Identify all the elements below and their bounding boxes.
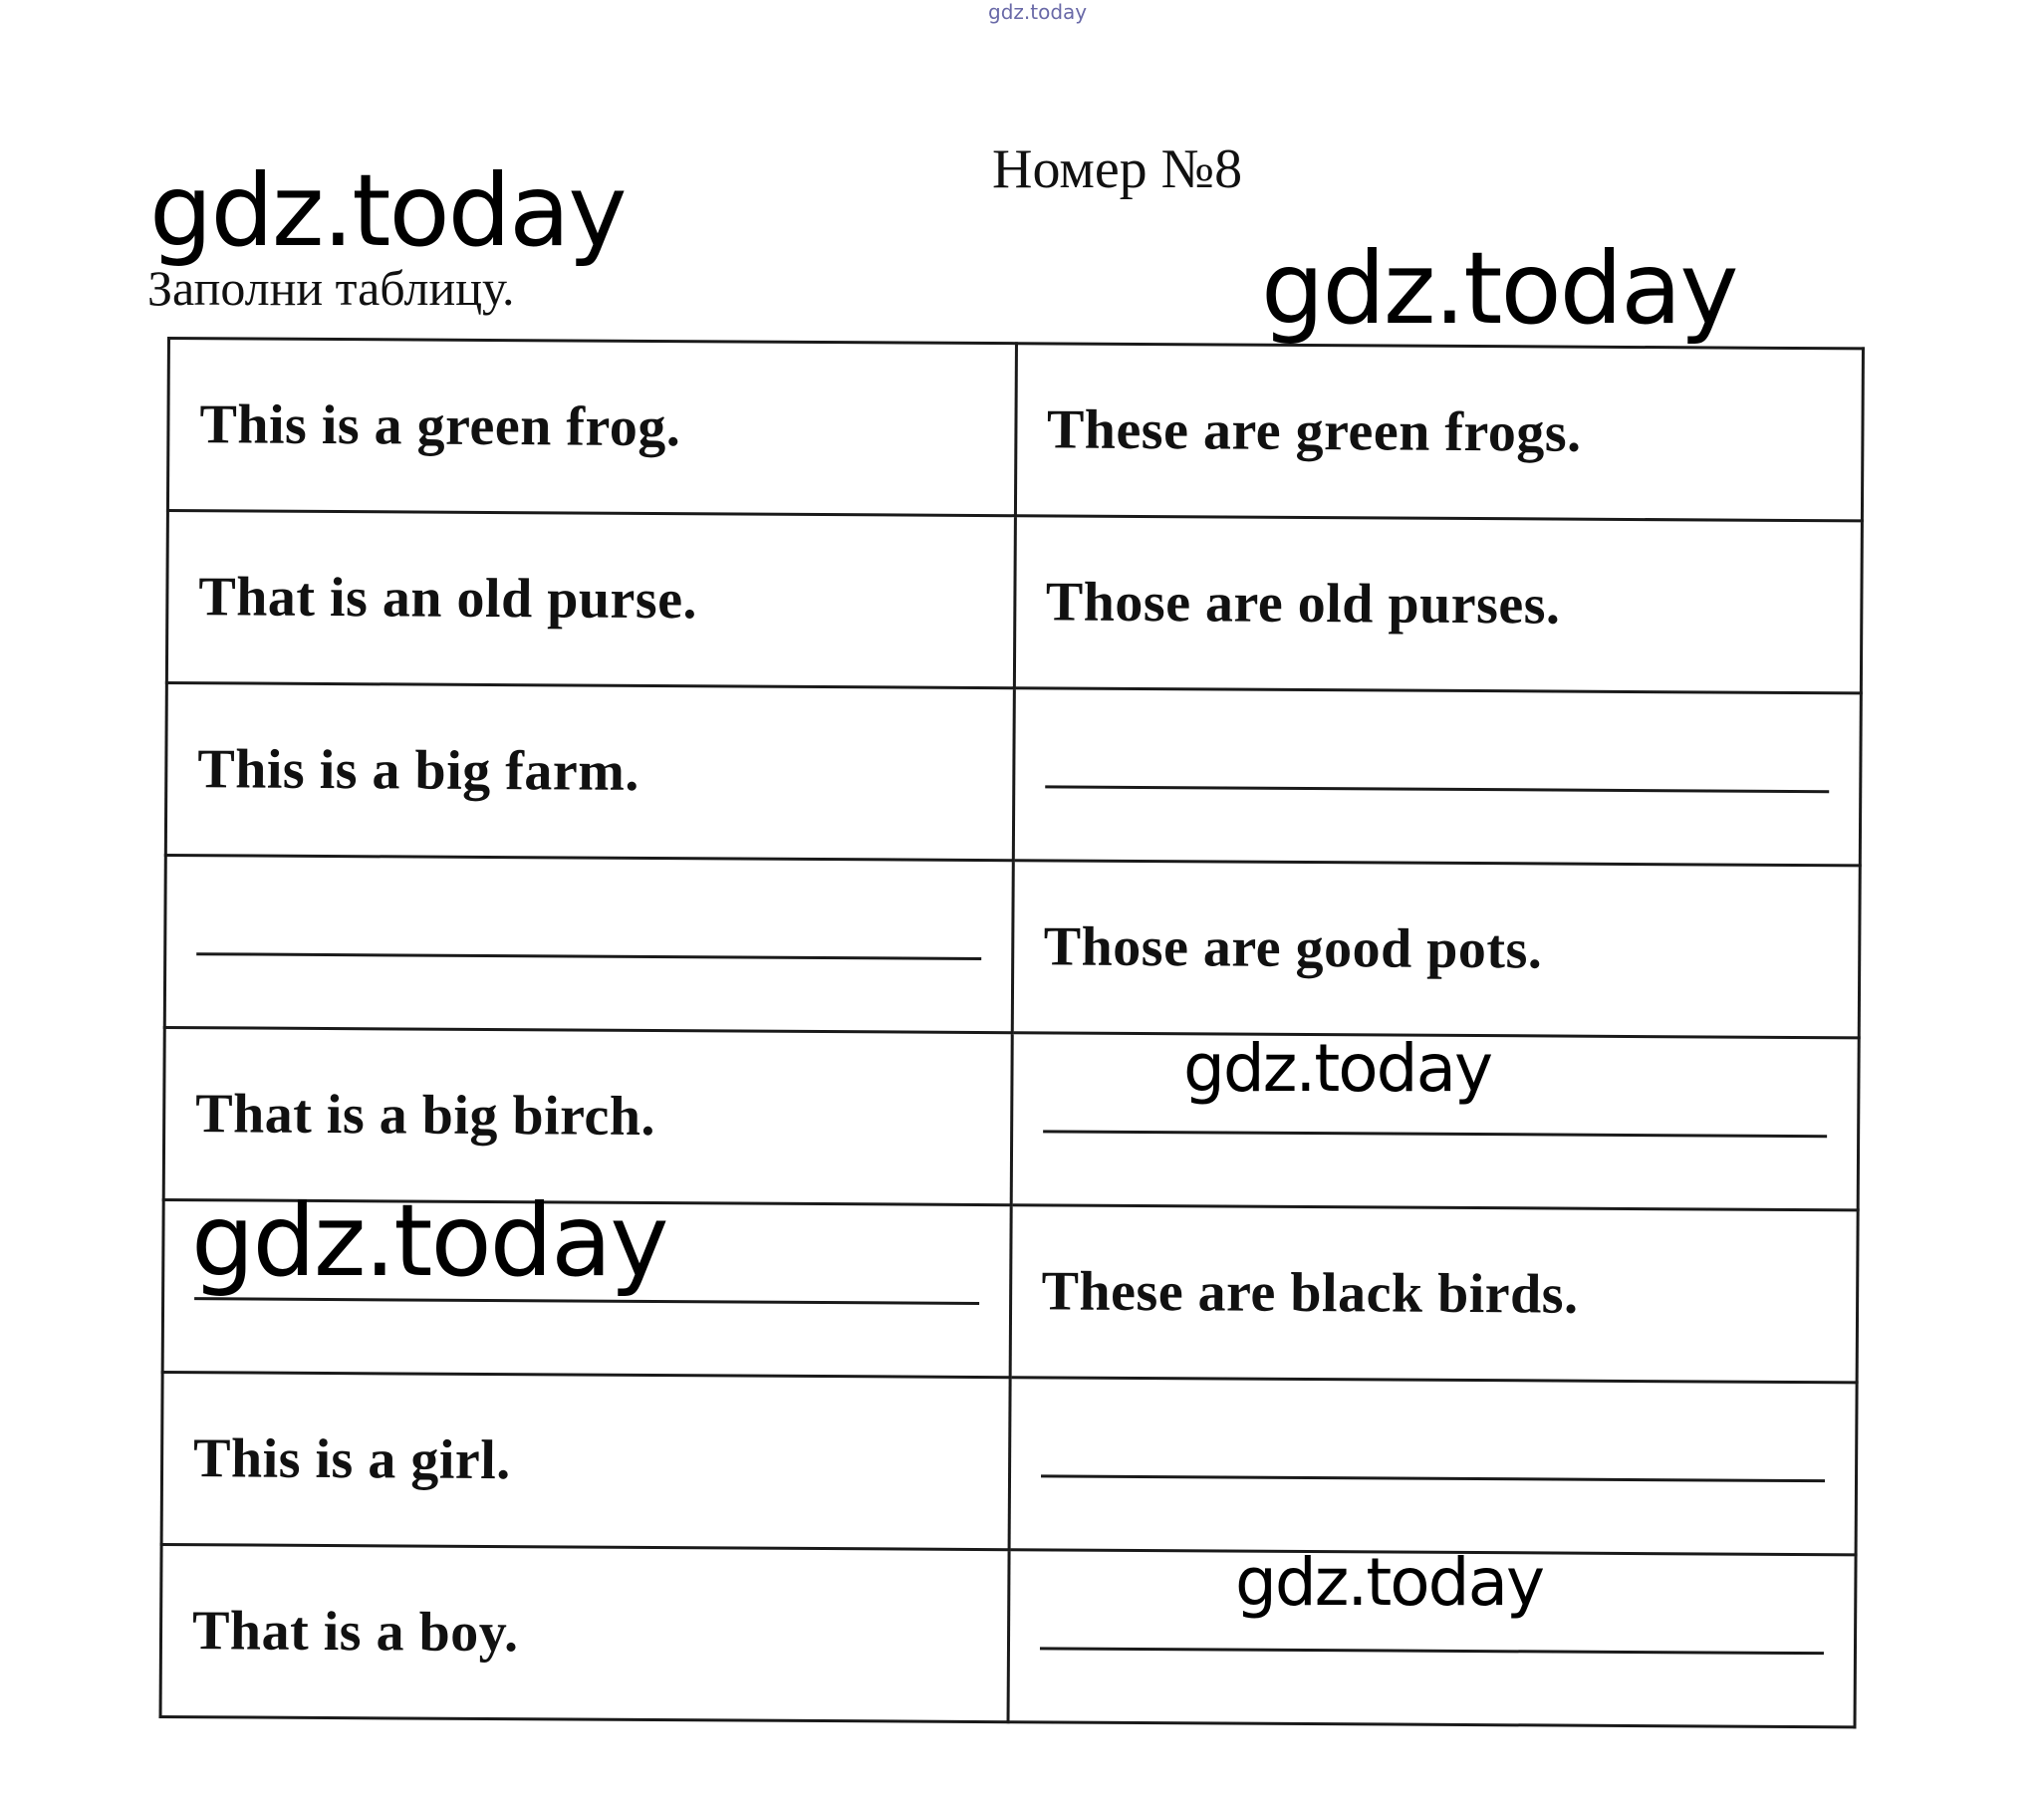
watermark: gdz.today bbox=[1261, 230, 1737, 347]
singular-cell bbox=[161, 1372, 1010, 1549]
plural-cell bbox=[1015, 344, 1864, 521]
instruction-text: Заполни таблицу. bbox=[147, 260, 515, 316]
table-row bbox=[160, 1544, 1856, 1726]
watermark: gdz.today bbox=[1183, 1030, 1492, 1107]
singular-cell bbox=[165, 683, 1014, 861]
singular-cell bbox=[166, 511, 1015, 688]
table-row bbox=[166, 511, 1862, 693]
table-row bbox=[164, 855, 1860, 1037]
plural-sentence: Those are good pots. bbox=[1043, 915, 1543, 981]
singular-sentence: That is a boy. bbox=[191, 1600, 519, 1665]
watermark: gdz.today bbox=[149, 152, 626, 269]
singular-sentence: This is a green frog. bbox=[199, 393, 681, 459]
plural-cell bbox=[1014, 516, 1863, 693]
plural-sentence: These are green frogs. bbox=[1046, 398, 1582, 464]
exercise-table bbox=[159, 337, 1865, 1728]
singular-sentence: That is a big birch. bbox=[195, 1083, 656, 1149]
singular-sentence: That is an old purse. bbox=[198, 566, 698, 632]
answer-blank-line[interactable] bbox=[1045, 785, 1830, 793]
singular-cell bbox=[167, 339, 1016, 516]
plural-cell bbox=[1013, 688, 1862, 866]
singular-cell bbox=[160, 1544, 1009, 1721]
watermark-small: gdz.today bbox=[988, 0, 1088, 24]
answer-blank-line[interactable] bbox=[1043, 1130, 1828, 1138]
table-row bbox=[167, 339, 1863, 521]
plural-sentence: These are black birds. bbox=[1041, 1260, 1579, 1326]
plural-cell bbox=[1009, 1378, 1858, 1555]
plural-cell bbox=[1012, 861, 1861, 1038]
answer-blank-line[interactable] bbox=[1041, 1474, 1826, 1482]
answer-blank-line[interactable] bbox=[196, 952, 981, 960]
singular-cell bbox=[163, 1027, 1012, 1204]
watermark: gdz.today bbox=[1235, 1544, 1544, 1621]
singular-cell bbox=[164, 855, 1013, 1032]
answer-blank-line[interactable] bbox=[1039, 1647, 1824, 1655]
singular-sentence: This is a girl. bbox=[192, 1427, 511, 1492]
table-row bbox=[165, 683, 1861, 866]
plural-sentence: Those are old purses. bbox=[1045, 571, 1561, 637]
plural-cell bbox=[1010, 1205, 1859, 1383]
watermark: gdz.today bbox=[191, 1182, 667, 1299]
table-row bbox=[161, 1372, 1857, 1554]
page-title: Номер №8 bbox=[992, 138, 1243, 200]
singular-sentence: This is a big farm. bbox=[197, 738, 640, 803]
